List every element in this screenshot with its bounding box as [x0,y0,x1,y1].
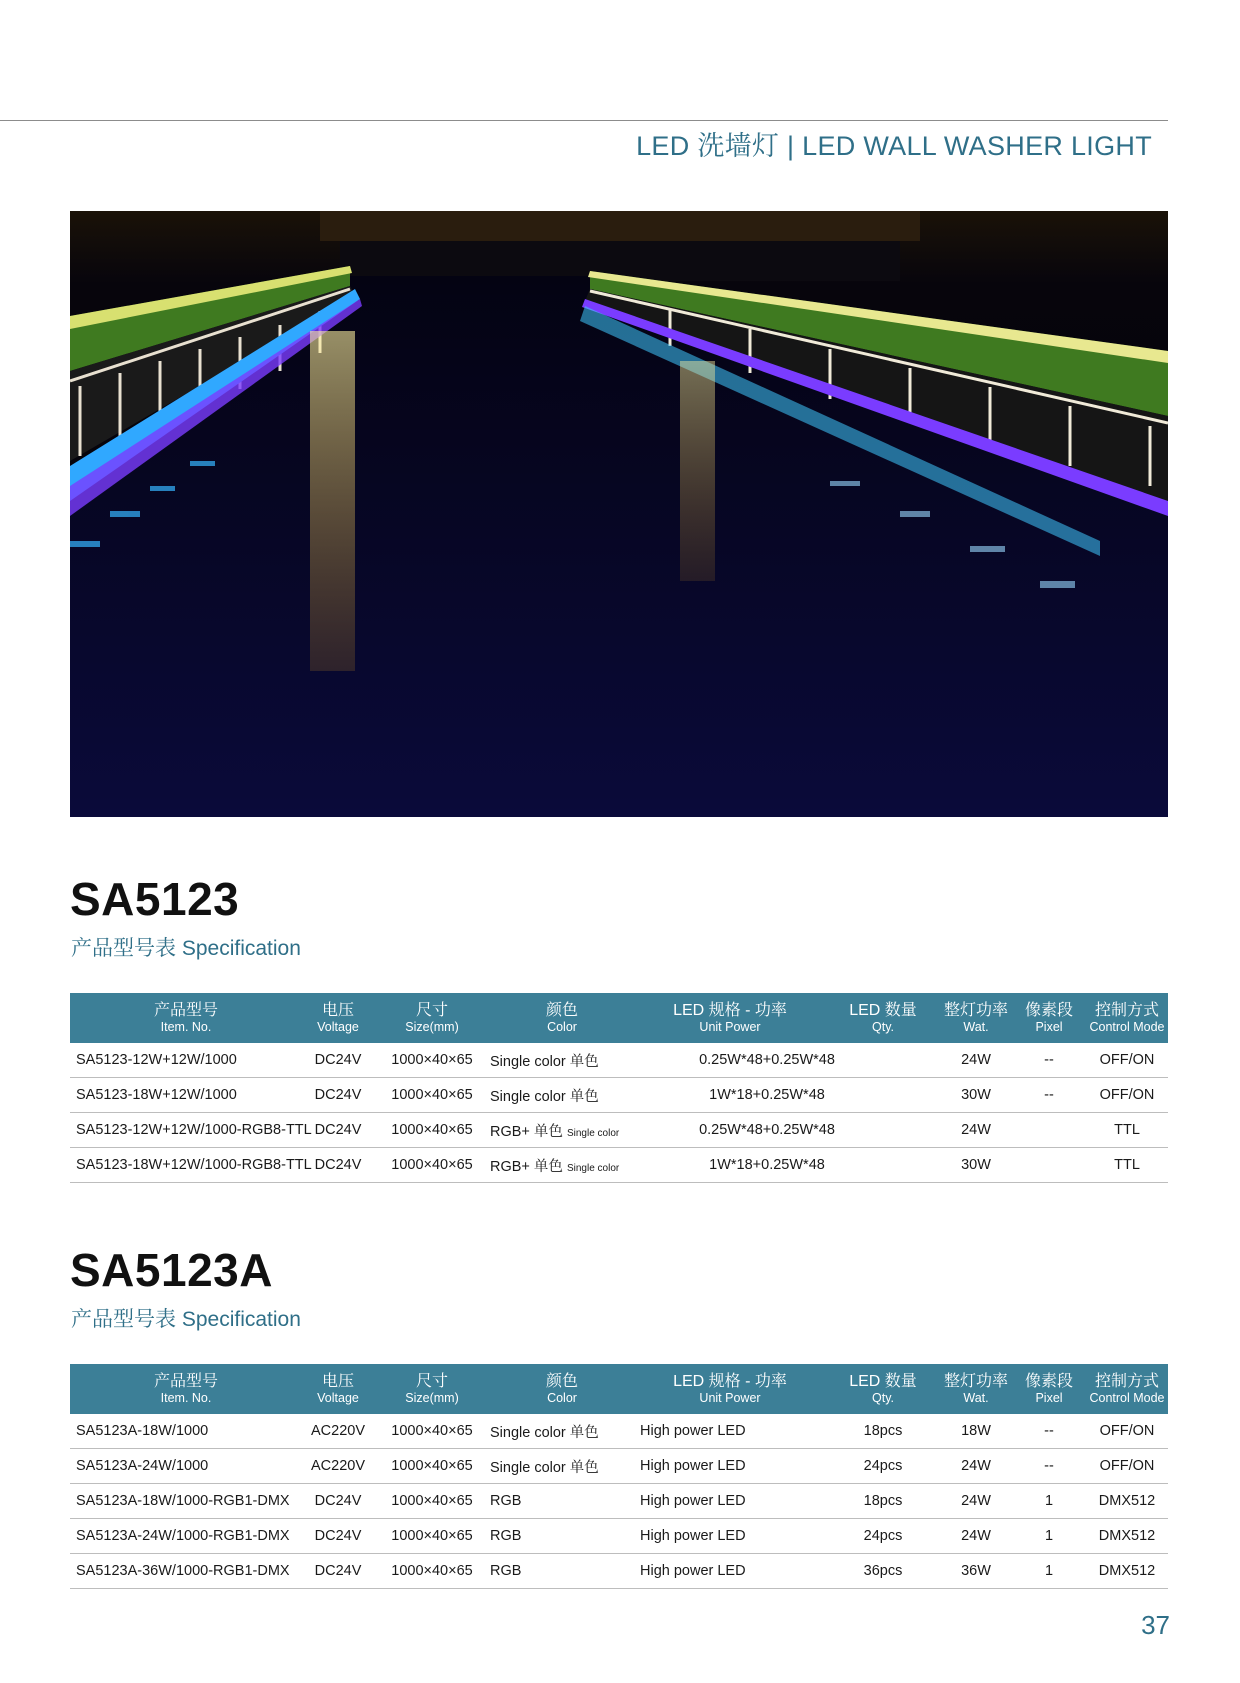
cell-wattage: 24W [940,1113,1012,1148]
cell-led-qty: 18pcs [826,1414,940,1449]
spec-table-sa5123a [70,1364,1168,1589]
cell-color: RGB [490,1554,634,1589]
header-control-mode: 控制方式 Control Mode [1089,1001,1165,1034]
cell-wattage: 30W [940,1078,1012,1113]
table-row [70,1554,1168,1589]
cell-unit-power: 0.25W*48+0.25W*48 [634,1113,940,1148]
cell-control-mode: OFF/ON [1086,1449,1168,1484]
cell-color: Single color 单色 [490,1043,634,1078]
cell-size: 1000×40×65 [374,1519,490,1554]
header-voltage: 电压 Voltage [317,1372,359,1405]
cell-size: 1000×40×65 [374,1148,490,1183]
cell-color: RGB [490,1484,634,1519]
cell-item: SA5123A-24W/1000-RGB1-DMX [70,1519,302,1554]
cell-control-mode: OFF/ON [1086,1414,1168,1449]
cell-pixel [1012,1148,1086,1183]
header-led-qty: LED 数量 Qty. [849,1372,917,1405]
cell-unit-power: 1W*18+0.25W*48 [634,1078,940,1113]
table-row [70,1113,1168,1148]
cell-control-mode: TTL [1086,1148,1168,1183]
cell-item: SA5123-12W+12W/1000-RGB8-TTL [70,1113,302,1148]
cell-control-mode: DMX512 [1086,1554,1168,1589]
cell-pixel: -- [1012,1414,1086,1449]
cell-led-spec: High power LED [634,1414,826,1449]
cell-wattage: 24W [940,1449,1012,1484]
cell-voltage: AC220V [302,1414,374,1449]
cell-voltage: DC24V [302,1113,374,1148]
header-voltage: 电压 Voltage [317,1001,359,1034]
header-pixel: 像素段 Pixel [1024,1372,1073,1405]
table-row [70,1414,1168,1449]
header-wattage: 整灯功率 Wat. [943,1001,1008,1034]
cell-wattage: 36W [940,1554,1012,1589]
product-photo [70,211,1168,817]
table-row [70,1449,1168,1484]
header-size: 尺寸 Size(mm) [405,1001,459,1034]
header-control-mode: 控制方式 Control Mode [1089,1372,1165,1405]
cell-led-spec: High power LED [634,1484,826,1519]
cell-pixel [1012,1113,1086,1148]
table-row [70,1484,1168,1519]
cell-led-qty: 24pcs [826,1449,940,1484]
cell-pixel: -- [1012,1043,1086,1078]
cell-voltage: DC24V [302,1078,374,1113]
page-number: 37 [1141,1610,1170,1640]
canal-night-photo [70,211,1168,817]
header-rule [0,120,1168,121]
header-led-spec: LED 规格 - 功率 Unit Power [673,1372,787,1405]
table-header-row [70,1364,1168,1414]
specification-subtitle-sa5123: 产品型号表 Specification [71,937,301,960]
page-header-title: LED 洗墙灯 | LED WALL WASHER LIGHT [636,131,1152,161]
cell-item: SA5123A-36W/1000-RGB1-DMX [70,1554,302,1589]
cell-item: SA5123A-18W/1000 [70,1414,302,1449]
cell-control-mode: OFF/ON [1086,1078,1168,1113]
cell-size: 1000×40×65 [374,1043,490,1078]
cell-item: SA5123-18W+12W/1000 [70,1078,302,1113]
header-color: 颜色 Color [545,1372,578,1405]
model-title-sa5123a: SA5123A [70,1244,273,1296]
cell-size: 1000×40×65 [374,1113,490,1148]
cell-size: 1000×40×65 [374,1554,490,1589]
cell-pixel: -- [1012,1078,1086,1113]
cell-led-spec: High power LED [634,1449,826,1484]
cell-voltage: DC24V [302,1043,374,1078]
cell-color: Single color 单色 [490,1078,634,1113]
cell-pixel: 1 [1012,1554,1086,1589]
table-row [70,1148,1168,1183]
cell-wattage: 24W [940,1519,1012,1554]
table-row [70,1078,1168,1113]
cell-size: 1000×40×65 [374,1078,490,1113]
cell-voltage: AC220V [302,1449,374,1484]
cell-unit-power: 0.25W*48+0.25W*48 [634,1043,940,1078]
specification-subtitle-sa5123a: 产品型号表 Specification [71,1308,301,1331]
cell-color: RGB+ 单色 Single color [490,1148,634,1183]
cell-wattage: 30W [940,1148,1012,1183]
cell-led-spec: High power LED [634,1554,826,1589]
cell-size: 1000×40×65 [374,1484,490,1519]
header-size: 尺寸 Size(mm) [405,1372,459,1405]
cell-control-mode: OFF/ON [1086,1043,1168,1078]
header-led-spec: LED 规格 - 功率 Unit Power [673,1001,787,1034]
header-pixel: 像素段 Pixel [1024,1001,1073,1034]
cell-control-mode: DMX512 [1086,1519,1168,1554]
cell-size: 1000×40×65 [374,1449,490,1484]
cell-control-mode: TTL [1086,1113,1168,1148]
cell-voltage: DC24V [302,1484,374,1519]
cell-voltage: DC24V [302,1554,374,1589]
cell-pixel: -- [1012,1449,1086,1484]
cell-led-qty: 18pcs [826,1484,940,1519]
cell-size: 1000×40×65 [374,1414,490,1449]
cell-color: RGB+ 单色 Single color [490,1113,634,1148]
header-item-no: 产品型号 Item. No. [153,1372,218,1405]
cell-voltage: DC24V [302,1148,374,1183]
header-color: 颜色 Color [545,1001,578,1034]
cell-unit-power: 1W*18+0.25W*48 [634,1148,940,1183]
cell-wattage: 24W [940,1484,1012,1519]
table-row [70,1043,1168,1078]
cell-item: SA5123-12W+12W/1000 [70,1043,302,1078]
cell-led-spec: High power LED [634,1519,826,1554]
table-header-row [70,993,1168,1043]
cell-led-qty: 36pcs [826,1554,940,1589]
cell-item: SA5123A-18W/1000-RGB1-DMX [70,1484,302,1519]
cell-wattage: 24W [940,1043,1012,1078]
cell-voltage: DC24V [302,1519,374,1554]
cell-color: RGB [490,1519,634,1554]
cell-pixel: 1 [1012,1519,1086,1554]
header-wattage: 整灯功率 Wat. [943,1372,1008,1405]
cell-pixel: 1 [1012,1484,1086,1519]
spec-table-sa5123 [70,993,1168,1183]
cell-item: SA5123-18W+12W/1000-RGB8-TTL [70,1148,302,1183]
model-title-sa5123: SA5123 [70,873,240,925]
table-row [70,1519,1168,1554]
cell-color: Single color 单色 [490,1414,634,1449]
cell-item: SA5123A-24W/1000 [70,1449,302,1484]
cell-led-qty: 24pcs [826,1519,940,1554]
cell-control-mode: DMX512 [1086,1484,1168,1519]
header-item-no: 产品型号 Item. No. [153,1001,218,1034]
header-led-qty: LED 数量 Qty. [849,1001,917,1034]
cell-wattage: 18W [940,1414,1012,1449]
cell-color: Single color 单色 [490,1449,634,1484]
